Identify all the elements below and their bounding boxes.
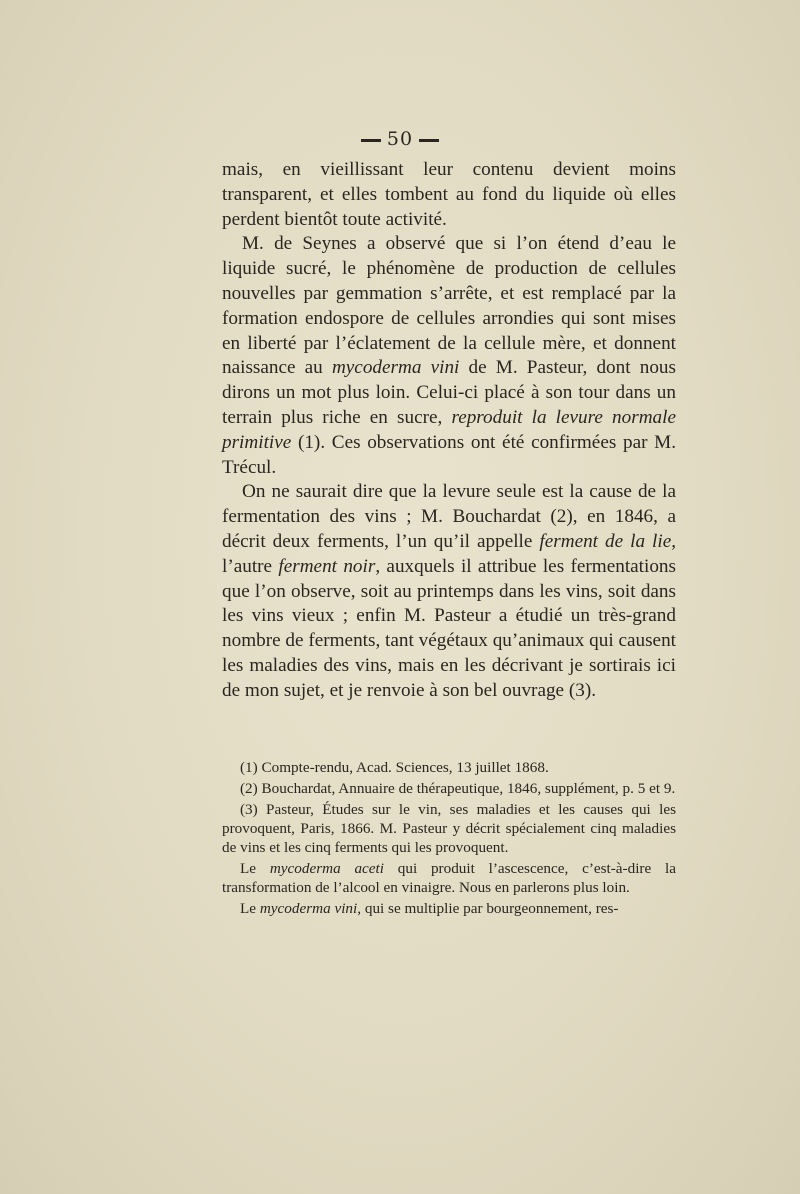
paragraph-2-text-a: M. de Seynes a observé que si l’on étend d’eau le liquide sucré, le phénomène de production de cellules nouvelles par gemmation s’arrête, et est remplacé par la formation endospore de cellules arrondies qui sont mises en liberté par l’éclatement de la cellule mère, et donnent naissance au [222, 233, 676, 379]
page-number-value: 50 [386, 128, 414, 150]
footnote-4 [222, 859, 676, 897]
paragraph-3 [222, 480, 676, 703]
paragraph-1 [222, 158, 676, 232]
paragraph-2 [222, 232, 676, 480]
footnote-4-text-b: qui produit l’ascescence, c’est-à-dire la transformation de l’alcool en vinaigre. Nous en parlerons plus loin. [222, 860, 676, 896]
footnote-3: (3) Pasteur, Études sur le vin, ses maladies et les causes qui les provoquent, Paris, 1866. M. Pasteur y décrit spécialement cinq maladies de vins et les cinq ferments qui les provoquent. [222, 801, 676, 856]
footnote-5-italic: mycoderma vini [259, 900, 358, 917]
paragraph-3-italic-2: ferment noir [278, 555, 376, 577]
page-number-dash-right [419, 139, 439, 142]
footnote-4-italic: mycoderma aceti [269, 860, 384, 877]
footnote-5-text-b: , qui se multiplie par bourgeonnement, res- [357, 900, 619, 917]
paragraph-1-text: mais, en vieillissant leur contenu devient moins transparent, et elles tombent au fond du liquide où elles perdent bientôt toute activité. [222, 159, 676, 230]
footnote-5 [222, 899, 676, 918]
paragraph-2-italic-2: reproduit la levure normale primitive [222, 406, 676, 453]
paragraph-2-text-b: de M. Pasteur, dont nous dirons un mot plus loin. Celui-ci placé à son tour dans un terrain plus riche en sucre, [222, 357, 676, 428]
footnote-2: (2) Bouchardat, Annuaire de thérapeutique, 1846, supplément, p. 5 et 9. [240, 780, 676, 797]
footnote-4-text-a: Le [240, 860, 270, 877]
footnote-1: (1) Compte-rendu, Acad. Sciences, 13 juillet 1868. [240, 759, 549, 776]
footnotes [222, 758, 676, 918]
paragraph-3-text-a: On ne saurait dire que la levure seule est la cause de la fermentation des vins ; M. Bouchardat (2), en 1846, a décrit deux ferments, l’un qu’il appelle [222, 481, 676, 552]
paragraph-3-text-b: , l’autre [222, 530, 677, 577]
page-number-dash-left [361, 139, 381, 142]
page-number [0, 128, 800, 150]
paragraph-2-text-c: (1). Ces observations ont été confirmées par M. Trécul. [222, 431, 676, 478]
paragraph-3-text-c: , auxquels il attribue les fermentations que l’on observe, soit au printemps dans les vins, soit dans les vins vieux ; enfin M. Pasteur a étudié un très-grand nombre de ferments, tant végétaux qu’animaux qui causent les maladies des vins, mais en les décrivant je sortirais ici de mon sujet, et je renvoie à son bel ouvrage (3). [222, 555, 676, 701]
main-text [222, 158, 676, 704]
paragraph-2-italic-1: mycoderma vini [331, 357, 460, 379]
footnote-5-text-a: Le [240, 900, 260, 917]
paragraph-3-italic-1: ferment de la lie [539, 530, 672, 552]
